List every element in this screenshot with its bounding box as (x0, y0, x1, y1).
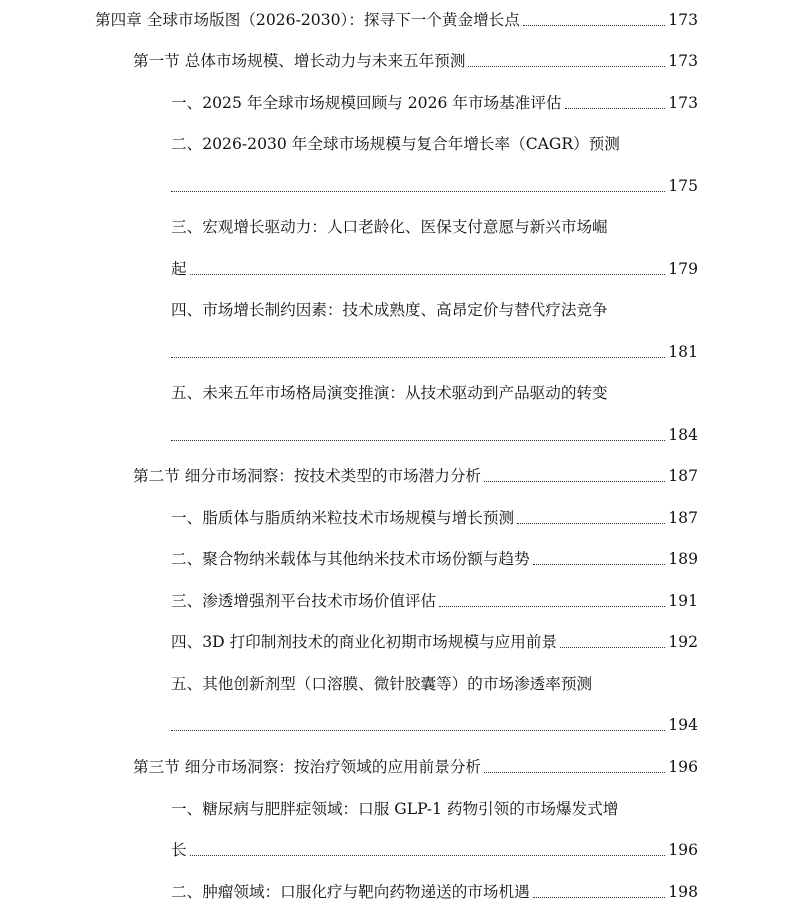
toc-entry-title: 三、渗透增强剂平台技术市场价值评估 (171, 592, 437, 610)
dot-leader (468, 48, 665, 74)
toc-entry-s2-item5[interactable] (171, 671, 698, 697)
dot-leader (523, 7, 665, 33)
dot-leader (484, 463, 665, 489)
toc-page-number: 198 (668, 883, 698, 901)
toc-entry-title: 五、其他创新剂型（口溶膜、微针胶囊等）的市场渗透率预测 (171, 675, 593, 693)
toc-page-number: 179 (668, 260, 698, 278)
toc-entry-s1-item5-leader-line[interactable] (171, 422, 698, 448)
toc-entry-s1-item5[interactable] (171, 380, 698, 406)
toc-entry-s1-item2[interactable] (171, 131, 698, 157)
toc-page-number: 184 (668, 426, 698, 444)
toc-entry-title: 一、2025 年全球市场规模回顾与 2026 年市场基准评估 (171, 94, 562, 112)
toc-entry-s1-item2-leader-line[interactable] (171, 173, 698, 199)
toc-entry-title: 二、聚合物纳米载体与其他纳米技术市场份额与趋势 (171, 550, 530, 568)
toc-entry-title: 四、市场增长制约因素：技术成熟度、高昂定价与替代疗法竞争 (171, 301, 608, 319)
toc-entry-section2[interactable] (133, 463, 698, 489)
dot-leader (171, 712, 665, 738)
dot-leader (190, 256, 666, 282)
toc-entry-title: 第一节 总体市场规模、增长动力与未来五年预测 (133, 52, 466, 70)
toc-entry-title-continued: 长 (171, 841, 187, 859)
toc-entry-s1-item4[interactable] (171, 297, 698, 323)
toc-page-number: 173 (668, 52, 698, 70)
dot-leader (560, 629, 665, 655)
toc-entry-s2-item3[interactable] (171, 588, 698, 614)
toc-entry-title: 四、3D 打印制剂技术的商业化初期市场规模与应用前景 (171, 633, 558, 651)
toc-entry-s1-item3[interactable] (171, 214, 698, 240)
toc-entry-s2-item4[interactable] (171, 629, 698, 655)
toc-entry-title: 三、宏观增长驱动力：人口老龄化、医保支付意愿与新兴市场崛 (171, 218, 608, 236)
toc-entry-title: 第三节 细分市场洞察：按治疗领域的应用前景分析 (133, 758, 482, 776)
toc-entry-title: 一、糖尿病与肥胖症领域：口服 GLP-1 药物引领的市场爆发式增 (171, 800, 619, 818)
toc-entry-s3-item2[interactable] (171, 879, 698, 905)
toc-page-number: 189 (668, 550, 698, 568)
dot-leader (171, 339, 665, 365)
toc-entry-chapter4[interactable] (95, 7, 698, 33)
toc-entry-title: 一、脂质体与脂质纳米粒技术市场规模与增长预测 (171, 509, 515, 527)
toc-page-number: 187 (668, 509, 698, 527)
toc-entry-s2-item1[interactable] (171, 505, 698, 531)
dot-leader (171, 422, 665, 448)
toc-entry-s3-item1-continued[interactable] (171, 837, 698, 863)
toc-entry-section3[interactable] (133, 754, 698, 780)
dot-leader (565, 90, 666, 116)
dot-leader (517, 505, 665, 531)
toc-page-number: 196 (668, 758, 698, 776)
toc-entry-title: 第四章 全球市场版图（2026-2030）：探寻下一个黄金增长点 (95, 11, 520, 29)
toc-entry-s1-item1[interactable] (171, 90, 698, 116)
dot-leader (484, 754, 665, 780)
toc-entry-title: 五、未来五年市场格局演变推演：从技术驱动到产品驱动的转变 (171, 384, 608, 402)
toc-entry-section1[interactable] (133, 48, 698, 74)
toc-entry-s2-item2[interactable] (171, 546, 698, 572)
toc-entry-title-continued: 起 (171, 260, 187, 278)
toc-entry-s1-item4-leader-line[interactable] (171, 339, 698, 365)
toc-page-number: 194 (668, 716, 698, 734)
dot-leader (171, 173, 665, 199)
toc-page-number: 181 (668, 343, 698, 361)
toc-page-number: 187 (668, 467, 698, 485)
toc-page-number: 196 (668, 841, 698, 859)
toc-entry-s2-item5-leader-line[interactable] (171, 712, 698, 738)
toc-page-number: 175 (668, 177, 698, 195)
toc-page-number: 173 (668, 94, 698, 112)
dot-leader (190, 837, 666, 863)
toc-entry-title: 第二节 细分市场洞察：按技术类型的市场潜力分析 (133, 467, 482, 485)
dot-leader (533, 546, 666, 572)
toc-entry-title: 二、肿瘤领域：口服化疗与靶向药物递送的市场机遇 (171, 883, 530, 901)
toc-page-number: 191 (668, 592, 698, 610)
toc-page-number: 192 (668, 633, 698, 651)
dot-leader (533, 879, 666, 905)
toc-entry-s3-item1[interactable] (171, 796, 698, 822)
toc-entry-s1-item3-continued[interactable] (171, 256, 698, 282)
toc-entry-title: 二、2026-2030 年全球市场规模与复合年增长率（CAGR）预测 (171, 135, 620, 153)
dot-leader (439, 588, 665, 614)
toc-page-number: 173 (668, 11, 698, 29)
